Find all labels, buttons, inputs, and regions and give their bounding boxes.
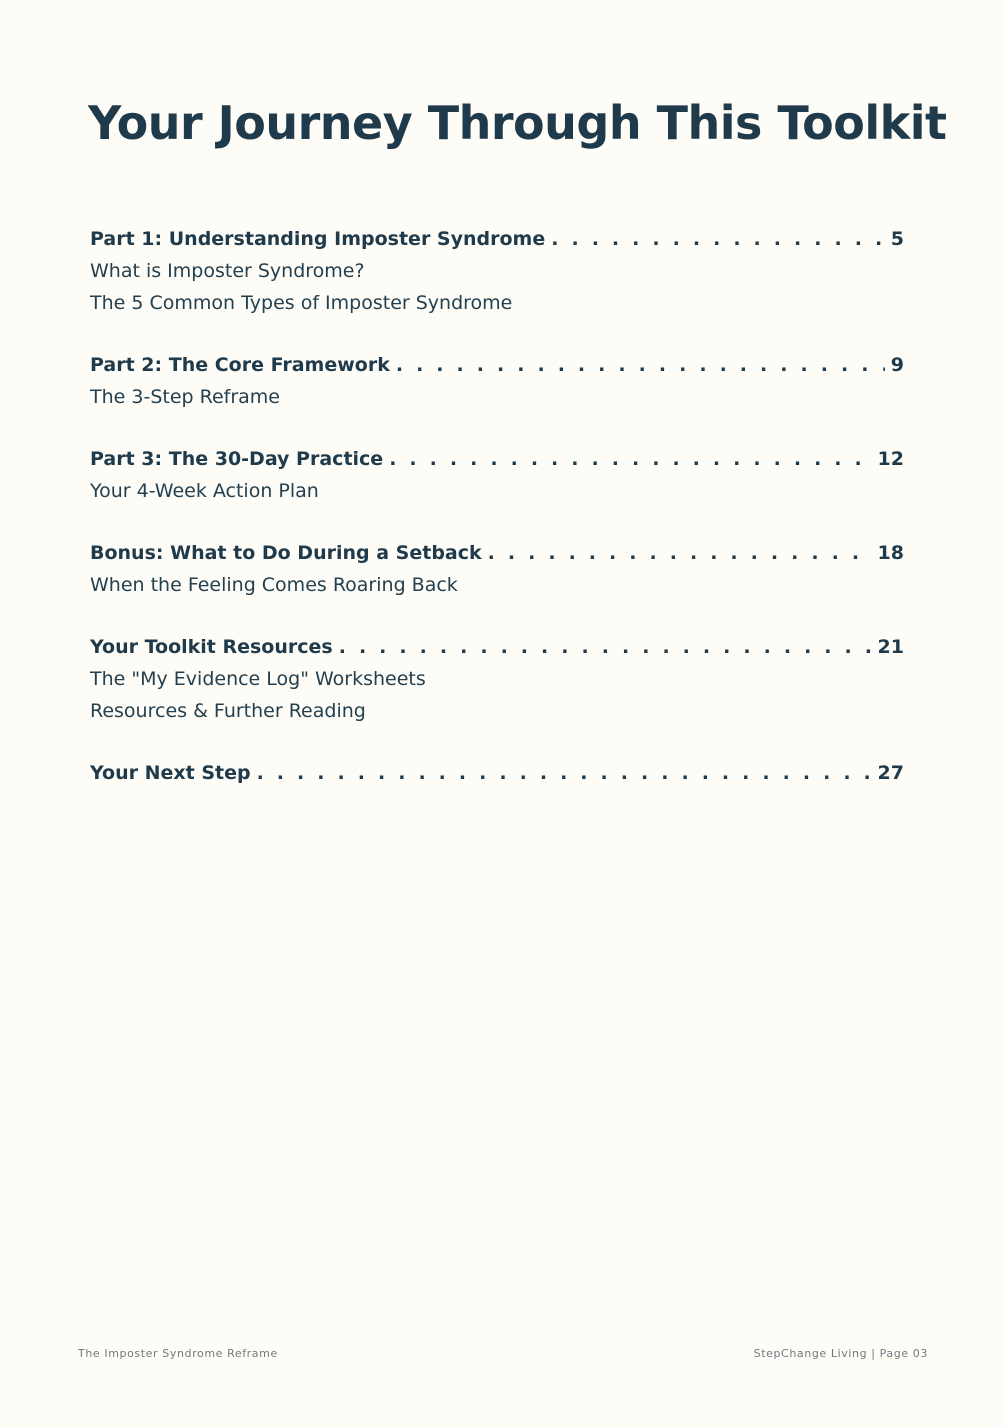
toc-section-next-step xyxy=(90,758,904,789)
toc-heading-part-3[interactable] xyxy=(90,444,904,475)
toc-section-part-2 xyxy=(90,350,904,413)
toc-subitem: The 5 Common Types of Imposter Syndrome xyxy=(90,292,513,314)
toc-page-number: 9 xyxy=(890,354,904,376)
toc-subitem: The "My Evidence Log" Worksheets xyxy=(90,668,426,690)
toc-page-number: 27 xyxy=(877,762,904,784)
toc-heading-label: Part 1: Understanding Imposter Syndrome xyxy=(90,228,546,250)
dot-leader xyxy=(257,758,872,789)
toc-heading-resources[interactable] xyxy=(90,632,904,663)
dot-leader xyxy=(396,350,885,381)
dot-leader xyxy=(339,632,872,663)
toc-heading-label: Bonus: What to Do During a Setback xyxy=(90,542,482,564)
toc-heading-label: Part 2: The Core Framework xyxy=(90,354,390,376)
toc-heading-label: Part 3: The 30-Day Practice xyxy=(90,448,384,470)
toc-section-bonus xyxy=(90,538,904,601)
dot-leader xyxy=(551,224,885,255)
toc-subitem: The 3-Step Reframe xyxy=(90,386,280,408)
toc-page-number: 18 xyxy=(877,542,904,564)
toc-subitem: Your 4-Week Action Plan xyxy=(90,480,319,502)
toc-page-number: 21 xyxy=(877,636,904,658)
toc-heading-label: Your Toolkit Resources xyxy=(90,636,333,658)
toc-heading-part-1[interactable] xyxy=(90,224,904,255)
table-of-contents xyxy=(90,224,904,820)
toc-heading-label: Your Next Step xyxy=(90,762,251,784)
toc-subitem: When the Feeling Comes Roaring Back xyxy=(90,574,458,596)
dot-leader xyxy=(389,444,871,475)
page-title: Your Journey Through This Toolkit xyxy=(88,96,947,150)
toc-page-number: 5 xyxy=(890,228,904,250)
toc-subitem: Resources & Further Reading xyxy=(90,700,366,722)
footer-page-label: StepChange Living | Page 03 xyxy=(753,1347,928,1360)
toc-heading-next-step[interactable] xyxy=(90,758,904,789)
toc-heading-part-2[interactable] xyxy=(90,350,904,381)
toc-page-number: 12 xyxy=(877,448,904,470)
toc-heading-bonus[interactable] xyxy=(90,538,904,569)
toc-section-part-1 xyxy=(90,224,904,319)
toc-subitem: What is Imposter Syndrome? xyxy=(90,260,365,282)
toc-section-resources xyxy=(90,632,904,727)
toc-section-part-3 xyxy=(90,444,904,507)
dot-leader xyxy=(488,538,872,569)
footer-document-title: The Imposter Syndrome Reframe xyxy=(78,1347,278,1360)
